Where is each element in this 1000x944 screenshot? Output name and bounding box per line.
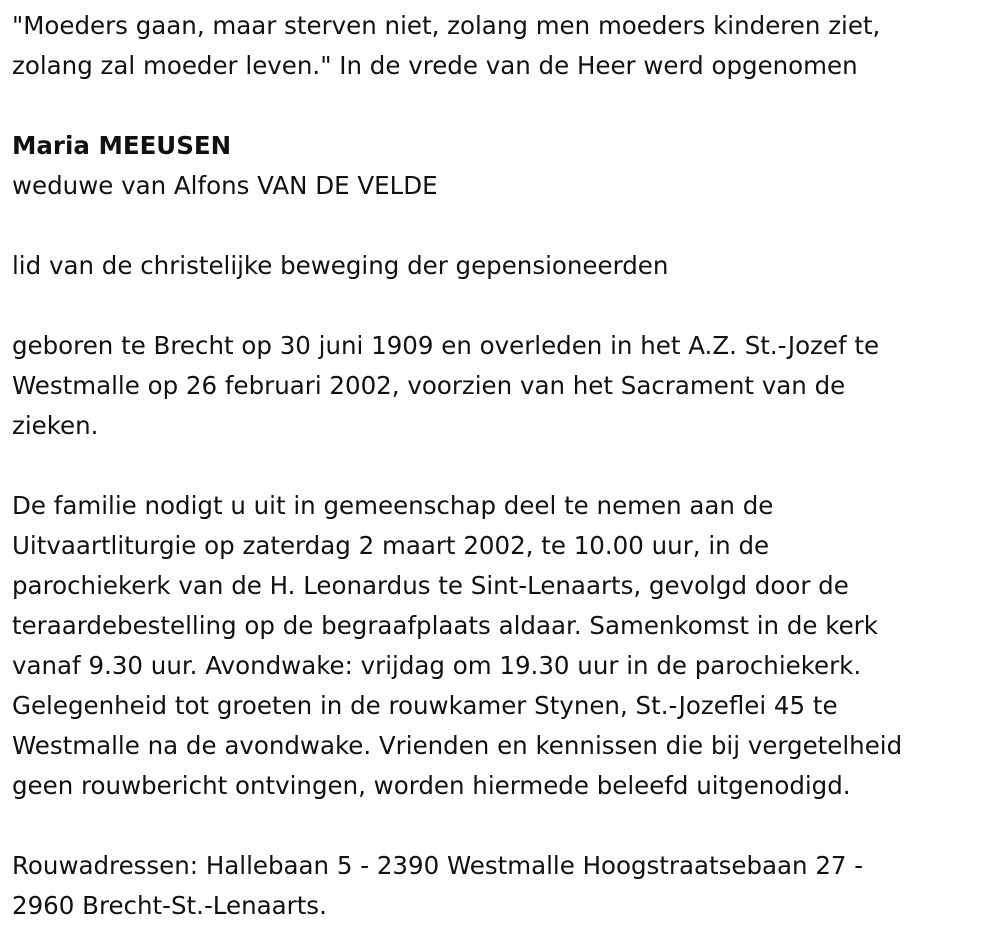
spacer <box>12 286 992 326</box>
deceased-relation: weduwe van Alfons VAN DE VELDE <box>12 171 438 200</box>
text-line: geen rouwbericht ontvingen, worden hiermede beleefd uitgenodigd. <box>12 771 851 800</box>
text-line: zieken. <box>12 411 99 440</box>
text-line: teraardebestelling op de begraafplaats aldaar. Samenkomst in de kerk <box>12 611 878 640</box>
invitation-paragraph <box>12 486 992 806</box>
text-line: geboren te Brecht op 30 juni 1909 en overleden in het A.Z. St.-Jozef te <box>12 331 880 360</box>
text-line: Gelegenheid tot groeten in de rouwkamer Stynen, St.-Jozeflei 45 te <box>12 691 838 720</box>
text-line: Uitvaartliturgie op zaterdag 2 maart 2002, te 10.00 uur, in de <box>12 531 770 560</box>
text-line: Westmalle na de avondwake. Vrienden en kennissen die bij vergetelheid <box>12 731 903 760</box>
text-line: vanaf 9.30 uur. Avondwake: vrijdag om 19.30 uur in de parochiekerk. <box>12 651 862 680</box>
spacer <box>12 86 992 126</box>
text-line: "Moeders gaan, maar sterven niet, zolang men moeders kinderen ziet, <box>12 11 881 40</box>
text-line: zolang zal moeder leven." In de vrede van de Heer werd opgenomen <box>12 51 858 80</box>
text-line: parochiekerk van de H. Leonardus te Sint-Lenaarts, gevolgd door de <box>12 571 849 600</box>
opening-quote <box>12 6 992 86</box>
addresses-paragraph <box>12 846 992 926</box>
text-line: Rouwadressen: Hallebaan 5 - 2390 Westmalle Hoogstraatsebaan 27 - <box>12 851 864 880</box>
spacer <box>12 446 992 486</box>
membership-line: lid van de christelijke beweging der gepensioneerden <box>12 251 669 280</box>
text-line: 2960 Brecht-St.-Lenaarts. <box>12 891 327 920</box>
text-line: De familie nodigt u uit in gemeenschap deel te nemen aan de <box>12 491 774 520</box>
obituary-document <box>12 6 992 926</box>
birth-death-paragraph <box>12 326 992 446</box>
text-line: Westmalle op 26 februari 2002, voorzien van het Sacrament van de <box>12 371 846 400</box>
deceased-name: Maria MEEUSEN <box>12 131 232 160</box>
spacer <box>12 206 992 246</box>
spacer <box>12 806 992 846</box>
